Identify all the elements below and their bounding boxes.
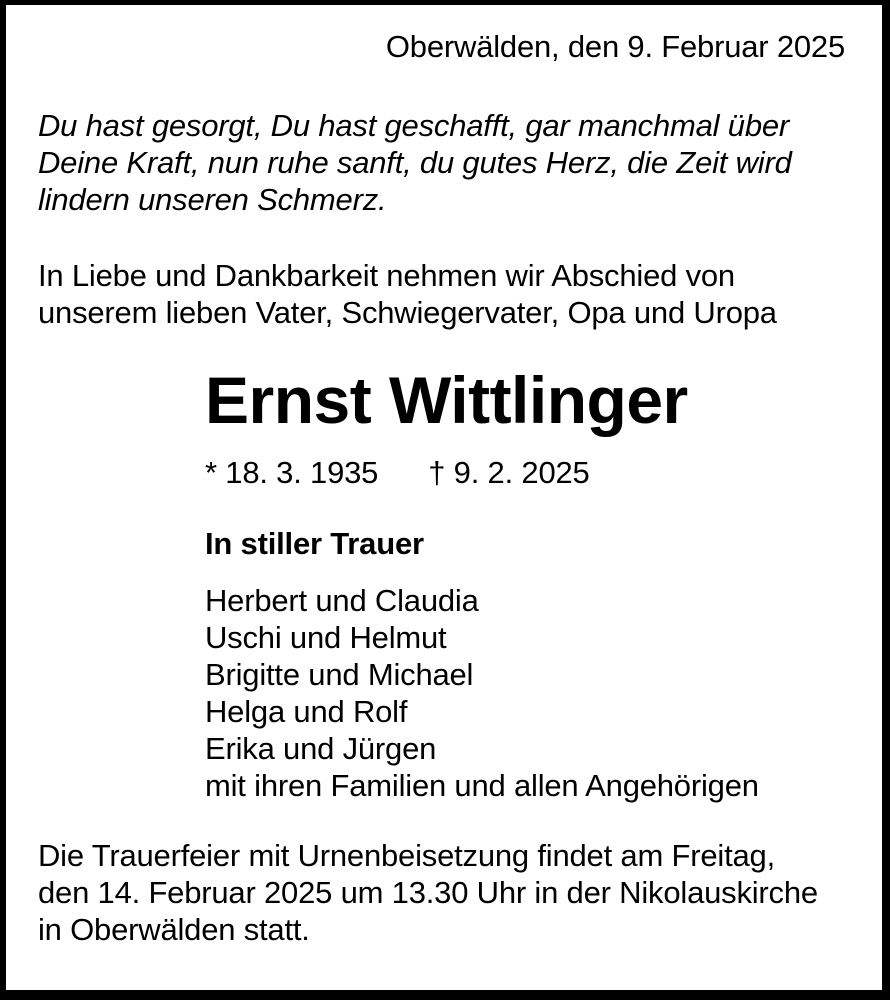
funeral-details: [38, 837, 845, 948]
funeral-line: den 14. Februar 2025 um 13.30 Uhr in der Nikolauskirche: [38, 875, 818, 910]
mourning-heading: In stiller Trauer: [205, 526, 424, 561]
death-date: † 9. 2. 2025: [428, 455, 590, 490]
memorial-block: [205, 365, 845, 804]
mourner-line: Brigitte und Michael: [205, 657, 474, 692]
birth-date: * 18. 3. 1935: [205, 455, 379, 490]
epitaph-verse: [38, 107, 845, 218]
life-dates: [205, 454, 845, 491]
dateline: Oberwälden, den 9. Februar 2025: [385, 29, 845, 64]
intro-line: unserem lieben Vater, Schwiegervater, Opa und Uropa: [38, 295, 777, 330]
intro-line: In Liebe und Dankbarkeit nehmen wir Abschied von: [38, 258, 735, 293]
deceased-name: Ernst Wittlinger: [205, 363, 688, 437]
mourner-line: Helga und Rolf: [205, 694, 408, 729]
epitaph-line: Du hast gesorgt, Du hast geschafft, gar manchmal über: [38, 108, 790, 143]
epitaph-line: Deine Kraft, nun ruhe sanft, du gutes Herz, die Zeit wird: [38, 145, 792, 180]
epitaph-line: lindern unseren Schmerz.: [38, 182, 387, 217]
funeral-line: Die Trauerfeier mit Urnenbeisetzung findet am Freitag,: [38, 838, 775, 873]
mourners-list: [205, 582, 845, 804]
mourner-line: Herbert und Claudia: [205, 583, 479, 618]
intro-paragraph: [38, 257, 845, 331]
mourner-line: mit ihren Familien und allen Angehörigen: [205, 768, 759, 803]
mourner-line: Uschi und Helmut: [205, 620, 447, 655]
mourner-line: Erika und Jürgen: [205, 731, 437, 766]
funeral-line: in Oberwälden statt.: [38, 912, 310, 947]
